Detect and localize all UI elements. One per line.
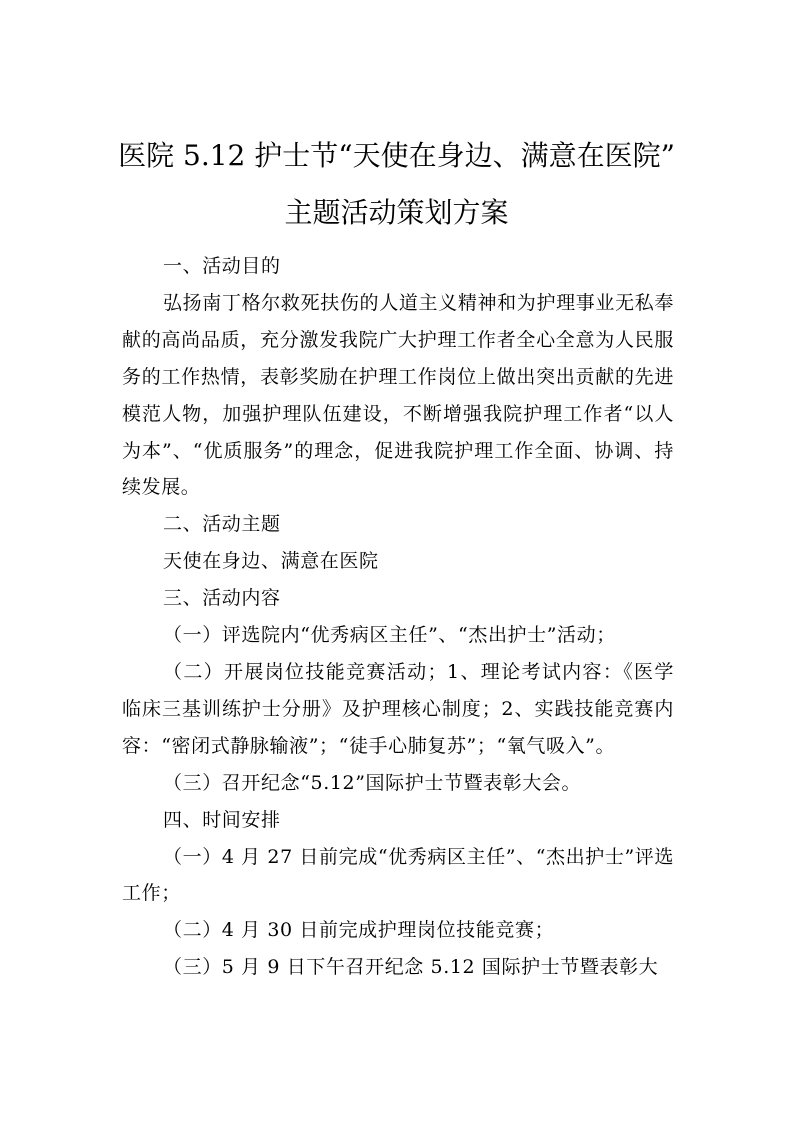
document-title-line-2: 主题活动策划方案 <box>284 196 509 229</box>
schedule-item-1: （一）4 月 27 日前完成“优秀病区主任”、“杰出护士”评选工作； <box>122 845 674 905</box>
theme-text: 天使在身边、满意在医院 <box>163 550 379 573</box>
section-heading-purpose: 一、活动目的 <box>163 255 281 277</box>
content-item-1: （一）评选院内“优秀病区主任”、“杰出护士”活动； <box>163 624 616 647</box>
schedule-item-3: （三）5 月 9 日下午召开纪念 5.12 国际护士节暨表彰大 <box>163 956 659 979</box>
content-item-2: （二）开展岗位技能竞赛活动；1、理论考试内容：《医学临床三基训练护士分册》及护理核心制度；2、实践技能竞赛内容：“密闭式静脉输液”；“徒手心肺复苏”；“氧气吸入”。 <box>122 660 674 757</box>
section-heading-content: 三、活动内容 <box>163 587 281 610</box>
section-heading-theme: 二、活动主题 <box>163 513 281 536</box>
purpose-paragraph: 弘扬南丁格尔救死扶伤的人道主义精神和为护理事业无私奉献的高尚品质，充分激发我院广大护理工作者全心全意为人民服务的工作热情，表彰奖励在护理工作岗位上做出突出贡献的先进模范人物，加强护理队伍建设，不断增强我院护理工作者“以人为本”、“优质服务”的理念，促进我院护理工作全面、协调、持续发展。 <box>122 291 674 499</box>
document-title-line-1: 医院 5.12 护士节“天使在身边、满意在医院” <box>118 139 675 172</box>
document-body <box>122 248 674 986</box>
content-item-3: （三）召开纪念“5.12”国际护士节暨表彰大会。 <box>163 771 582 794</box>
section-heading-schedule: 四、时间安排 <box>163 808 281 831</box>
schedule-item-2: （二）4 月 30 日前完成护理岗位技能竞赛； <box>163 919 555 942</box>
